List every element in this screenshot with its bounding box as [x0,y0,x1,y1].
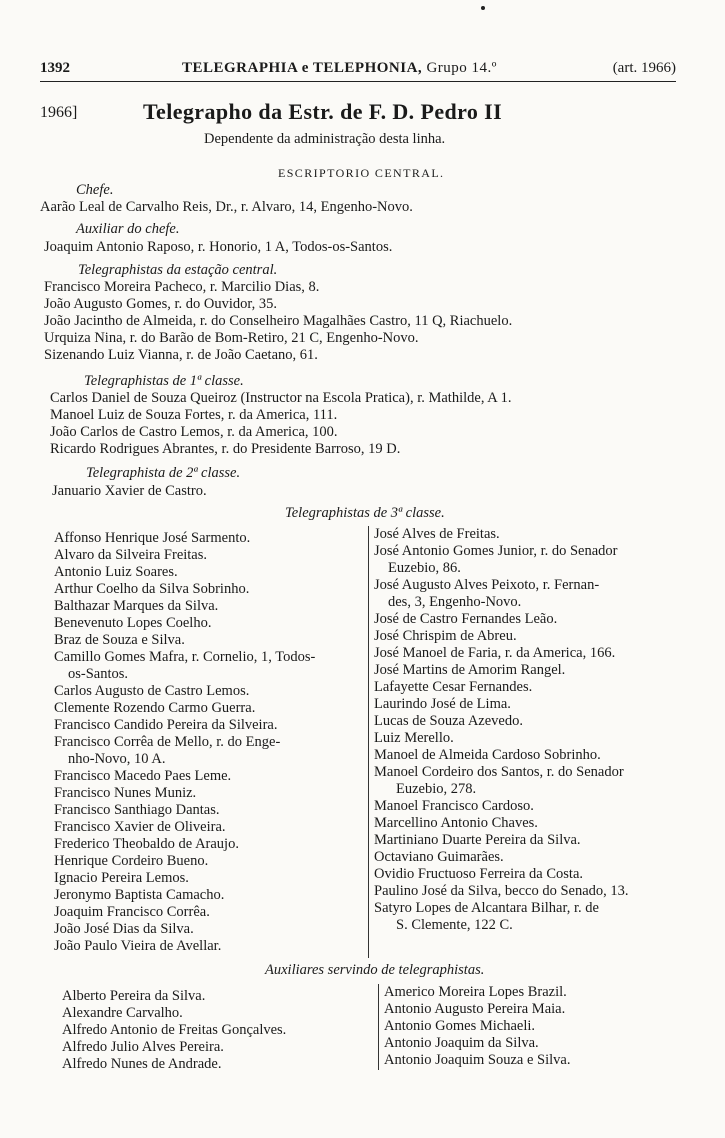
list-item: Euzebio, 86. [388,560,461,576]
list-item: Euzebio, 278. [396,781,477,797]
list-item: João Carlos de Castro Lemos, r. da America, 100. [50,424,338,440]
list-item: Alexandre Carvalho. [62,1005,183,1021]
list-item: Alfredo Nunes de Andrade. [62,1056,222,1072]
list-item: os-Santos. [68,666,129,682]
list-item: Alberto Pereira da Silva. [62,988,206,1004]
central-list [44,279,674,369]
header-article: (art. 1966) [612,60,676,76]
list-item: José Antonio Gomes Junior, r. do Senador [374,543,618,559]
terceira-left-list [54,530,366,966]
list-item: Francisco Nunes Muniz. [54,785,197,801]
list-item: Ovidio Fructuoso Ferreira da Costa. [374,866,584,882]
auxiliares-heading: Auxiliares servindo de telegraphistas. [265,962,485,978]
auxiliar-line: Joaquim Antonio Raposo, r. Honorio, 1 A, Todos-os-Santos. [44,239,393,255]
running-header [40,60,676,80]
auxiliar-heading: Auxiliar do chefe. [76,221,180,237]
list-item: Lafayette Cesar Fernandes. [374,679,533,695]
list-item: Paulino José da Silva, becco do Senado, 13. [374,883,629,899]
auxiliares-right-list [384,984,694,1074]
list-item: Braz de Souza e Silva. [54,632,185,648]
list-item: Arthur Coelho da Silva Sobrinho. [54,581,250,597]
list-item: Antonio Gomes Michaeli. [384,1018,536,1034]
office-heading: ESCRIPTORIO CENTRAL. [278,166,445,180]
list-item: Laurindo José de Lima. [374,696,511,712]
list-item: Alfredo Julio Alves Pereira. [62,1039,224,1055]
list-item: João José Dias da Silva. [54,921,194,937]
list-item: Joaquim Francisco Corrêa. [54,904,210,920]
list-item: Antonio Augusto Pereira Maia. [384,1001,566,1017]
list-item: Ignacio Pereira Lemos. [54,870,189,886]
list-item: Americo Moreira Lopes Brazil. [384,984,567,1000]
list-item: S. Clemente, 122 C. [396,917,513,933]
segunda-line: Januario Xavier de Castro. [52,483,207,499]
terceira-right-list [374,526,692,962]
section-title: Telegrapho da Estr. de F. D. Pedro II [143,99,503,124]
list-item: Urquiza Nina, r. do Barão de Bom-Retiro, 21 C, Engenho-Novo. [44,330,419,346]
list-item: José Augusto Alves Peixoto, r. Fernan- [374,577,600,593]
list-item: José de Castro Fernandes Leão. [374,611,558,627]
auxiliares-left-list [62,988,372,1078]
page-number: 1392 [40,60,70,76]
ink-dot [481,6,485,10]
primeira-list [50,390,680,462]
header-group: Grupo 14.º [426,60,497,76]
list-item: Henrique Cordeiro Bueno. [54,853,209,869]
list-item: Manoel de Almeida Cardoso Sobrinho. [374,747,601,763]
list-item: José Manoel de Faria, r. da America, 166. [374,645,616,661]
terceira-heading: Telegraphistas de 3ª classe. [285,505,445,521]
list-item: Jeronymo Baptista Camacho. [54,887,225,903]
list-item: João Augusto Gomes, r. do Ouvidor, 35. [44,296,278,312]
column-divider [378,984,379,1070]
list-item: José Alves de Freitas. [374,526,500,542]
central-heading: Telegraphistas da estação central. [78,262,278,278]
list-item: Satyro Lopes de Alcantara Bilhar, r. de [374,900,599,916]
list-item: Carlos Augusto de Castro Lemos. [54,683,250,699]
list-item: Francisco Moreira Pacheco, r. Marcilio Dias, 8. [44,279,320,295]
list-item: José Chrispim de Abreu. [374,628,517,644]
list-item: Antonio Luiz Soares. [54,564,178,580]
list-item: Marcellino Antonio Chaves. [374,815,538,831]
list-item: Antonio Joaquim da Silva. [384,1035,539,1051]
section-subtitle: Dependente da administração desta linha. [204,131,446,147]
list-item: Alvaro da Silveira Freitas. [54,547,208,563]
section-number: 1966] [40,104,78,121]
list-item: Carlos Daniel de Souza Queiroz (Instructor na Escola Pratica), r. Mathilde, A 1. [50,390,512,406]
chefe-line: Aarão Leal de Carvalho Reis, Dr., r. Alvaro, 14, Engenho-Novo. [40,199,413,215]
list-item: Francisco Candido Pereira da Silveira. [54,717,278,733]
list-item: João Jacintho de Almeida, r. do Conselheiro Magalhães Castro, 11 Q, Riachuelo. [44,313,513,329]
header-title-text: TELEGRAPHIA e TELEPHONIA, [182,60,423,76]
list-item: Manoel Luiz de Souza Fortes, r. da America, 111. [50,407,338,423]
list-item: Affonso Henrique José Sarmento. [54,530,251,546]
list-item: Francisco Santhiago Dantas. [54,802,220,818]
list-item: José Martins de Amorim Rangel. [374,662,566,678]
list-item: Lucas de Souza Azevedo. [374,713,523,729]
list-item: nho-Novo, 10 A. [68,751,166,767]
list-item: João Paulo Vieira de Avellar. [54,938,222,954]
chefe-heading: Chefe. [76,182,114,198]
list-item: Balthazar Marques da Silva. [54,598,219,614]
list-item: Francisco Xavier de Oliveira. [54,819,226,835]
list-item: Antonio Joaquim Souza e Silva. [384,1052,571,1068]
list-item: Luiz Merello. [374,730,454,746]
list-item: Camillo Gomes Mafra, r. Cornelio, 1, Todos- [54,649,316,665]
list-item: Francisco Macedo Paes Leme. [54,768,232,784]
list-item: Francisco Corrêa de Mello, r. do Enge- [54,734,281,750]
list-item: Martiniano Duarte Pereira da Silva. [374,832,581,848]
primeira-heading: Telegraphistas de 1ª classe. [84,373,244,389]
list-item: Manoel Francisco Cardoso. [374,798,534,814]
header-title [182,60,497,77]
column-divider [368,526,369,958]
list-item: des, 3, Engenho-Novo. [388,594,522,610]
list-item: Frederico Theobaldo de Araujo. [54,836,239,852]
segunda-heading: Telegraphista de 2ª classe. [86,465,241,481]
list-item: Benevenuto Lopes Coelho. [54,615,212,631]
list-item: Octaviano Guimarães. [374,849,504,865]
list-item: Ricardo Rodrigues Abrantes, r. do Presidente Barroso, 19 D. [50,441,401,457]
list-item: Alfredo Antonio de Freitas Gonçalves. [62,1022,287,1038]
list-item: Clemente Rozendo Carmo Guerra. [54,700,256,716]
list-item: Sizenando Luiz Vianna, r. de João Caetano, 61. [44,347,318,363]
header-rule [40,81,676,82]
list-item: Manoel Cordeiro dos Santos, r. do Senador [374,764,624,780]
